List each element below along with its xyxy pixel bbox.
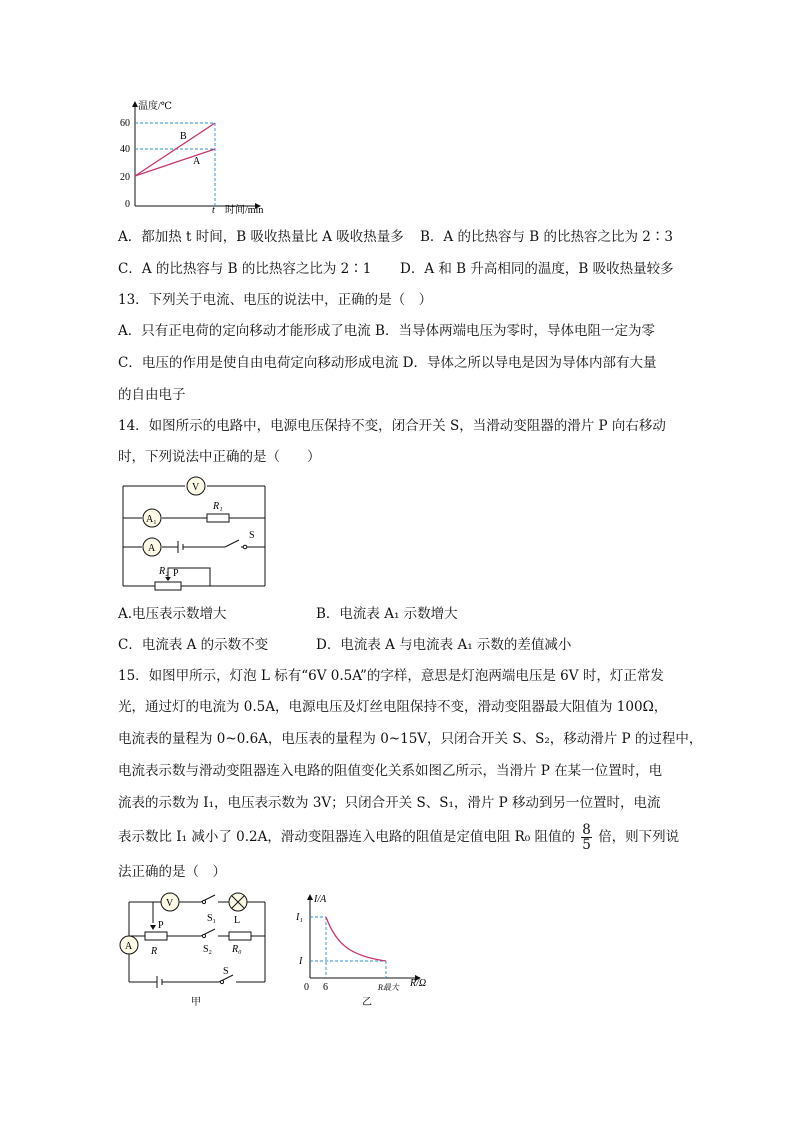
q12-option-a: A．都加热 t 时间，B 吸收热量比 A 吸收热量多 [118, 229, 404, 245]
q14-stem-1: 14．如图所示的电路中，电源电压保持不变，闭合开关 S，当滑动变阻器的滑片 P 向右移动 [118, 418, 666, 434]
fraction-denominator: 5 [582, 837, 591, 853]
q15-line-6a: 表示数比 I₁ 减小了 0.2A，滑动变阻器连入电路的阻值是定值电阻 R₀ 阻值的 [118, 829, 575, 845]
switch-s1-label: S₁ [207, 913, 217, 924]
origin-label: 0 [304, 982, 309, 993]
r0-label: R₀ [232, 944, 242, 955]
q14-stem-2: 时，下列说法中正确的是（ ） [118, 449, 321, 465]
switch-s-label: S [249, 530, 255, 541]
label-A: A [193, 156, 201, 167]
fraction-numerator: 8 [582, 822, 591, 838]
q15-line-6b: 倍，则下列说 [598, 829, 680, 845]
q14-option-b: B．电流表 A₁ 示数增大 [316, 606, 458, 622]
i-label: I [299, 956, 303, 967]
q14-option-d: D．电流表 A 与电流表 A₁ 示数的差值减小 [316, 637, 572, 653]
x-axis-label: 时间/min [225, 205, 264, 216]
x-tick-6: 6 [323, 982, 328, 993]
q15-line-1: 15．如图甲所示，灯泡 L 标有“6V 0.5A”的字样，意思是灯泡两端电压是 6V 时，灯正常发 [118, 668, 664, 684]
q14-option-a: A.电压表示数增大 [118, 606, 227, 622]
q15-line-4: 电流表示数与滑动变阻器连入电路的阻值变化关系如图乙所示，当滑片 P 在某一位置时，电 [118, 763, 663, 779]
y-axis-label: 温度/℃ [138, 101, 172, 112]
y-axis-label: I/A [314, 894, 327, 905]
y-tick-40: 40 [120, 144, 130, 155]
temperature-time-graph [110, 96, 280, 218]
x-axis-label: R/Ω [410, 978, 427, 989]
q13-line-1: A．只有正电荷的定向移动才能形成了电流 B．当导体两端电压为零时，导体电阻一定为零 [118, 323, 655, 339]
q13-stem: 13．下列关于电流、电压的说法中，正确的是（ ） [118, 292, 433, 308]
q15-line-7: 法正确的是（ ） [118, 864, 226, 880]
caption-yi: 乙 [362, 997, 372, 1008]
x-tick-t: t [212, 205, 215, 216]
y-tick-20: 20 [120, 172, 130, 183]
voltmeter-label: V [192, 482, 200, 493]
ammeter-a-label: A [148, 543, 156, 554]
q12-option-b: B．A 的比热容与 B 的比热容之比为 2∶3 [420, 229, 673, 245]
line-B [135, 123, 215, 176]
origin-label: 0 [125, 199, 130, 210]
q14-option-c: C．电流表 A 的示数不变 [118, 637, 269, 653]
r1-label: R₁ [213, 501, 223, 512]
current-resistance-graph [290, 890, 440, 1010]
q13-line-2: C．电压的作用是使自由电荷定向移动形成电流 D．导体之所以导电是因为导体内部有大量 [118, 355, 657, 371]
i-r-curve [326, 917, 386, 961]
q15-line-3: 电流表的量程为 0~0.6A，电压表的量程为 0~15V，只闭合开关 S、S₂，移动滑片 P 的过程中， [118, 731, 703, 747]
caption-jia: 甲 [191, 997, 201, 1008]
switch-s-label: S [223, 966, 229, 977]
q13-line-3: 的自由电子 [118, 387, 186, 403]
y-tick-60: 60 [120, 118, 130, 129]
ammeter-label: A [125, 941, 133, 952]
q15-circuit-diagram [115, 890, 275, 1010]
q14-circuit-diagram [115, 476, 275, 592]
q15-line-6 [118, 819, 679, 855]
slider-p-label: P [173, 568, 179, 579]
slider-p-label: P [158, 920, 164, 931]
lamp-l-label: L [234, 915, 241, 926]
i1-label: I₁ [296, 912, 303, 923]
q15-line-2: 光，通过灯的电流为 0.5A，电源电压及灯丝电阻保持不变，滑动变阻器最大阻值为 100Ω， [118, 699, 668, 715]
x-tick-rmax: R最大 [378, 983, 399, 992]
label-B: B [180, 131, 187, 142]
q12-option-d: D．A 和 B 升高相同的温度，B 吸收热量较多 [400, 261, 674, 277]
fraction-8-5 [581, 823, 592, 852]
r2-label: R₂ [159, 566, 169, 577]
line-A [135, 149, 215, 176]
voltmeter-label: V [166, 898, 174, 909]
rheostat-r-label: R [151, 946, 158, 957]
ammeter-a1-label: A₁ [146, 514, 157, 525]
q12-option-c: C．A 的比热容与 B 的比热容之比为 2∶1 [118, 261, 372, 277]
q15-line-5: 流表的示数为 I₁，电压表示数为 3V；只闭合开关 S、S₁，滑片 P 移动到另一位置时，电流 [118, 795, 661, 811]
switch-s2-label: S₂ [203, 944, 213, 955]
